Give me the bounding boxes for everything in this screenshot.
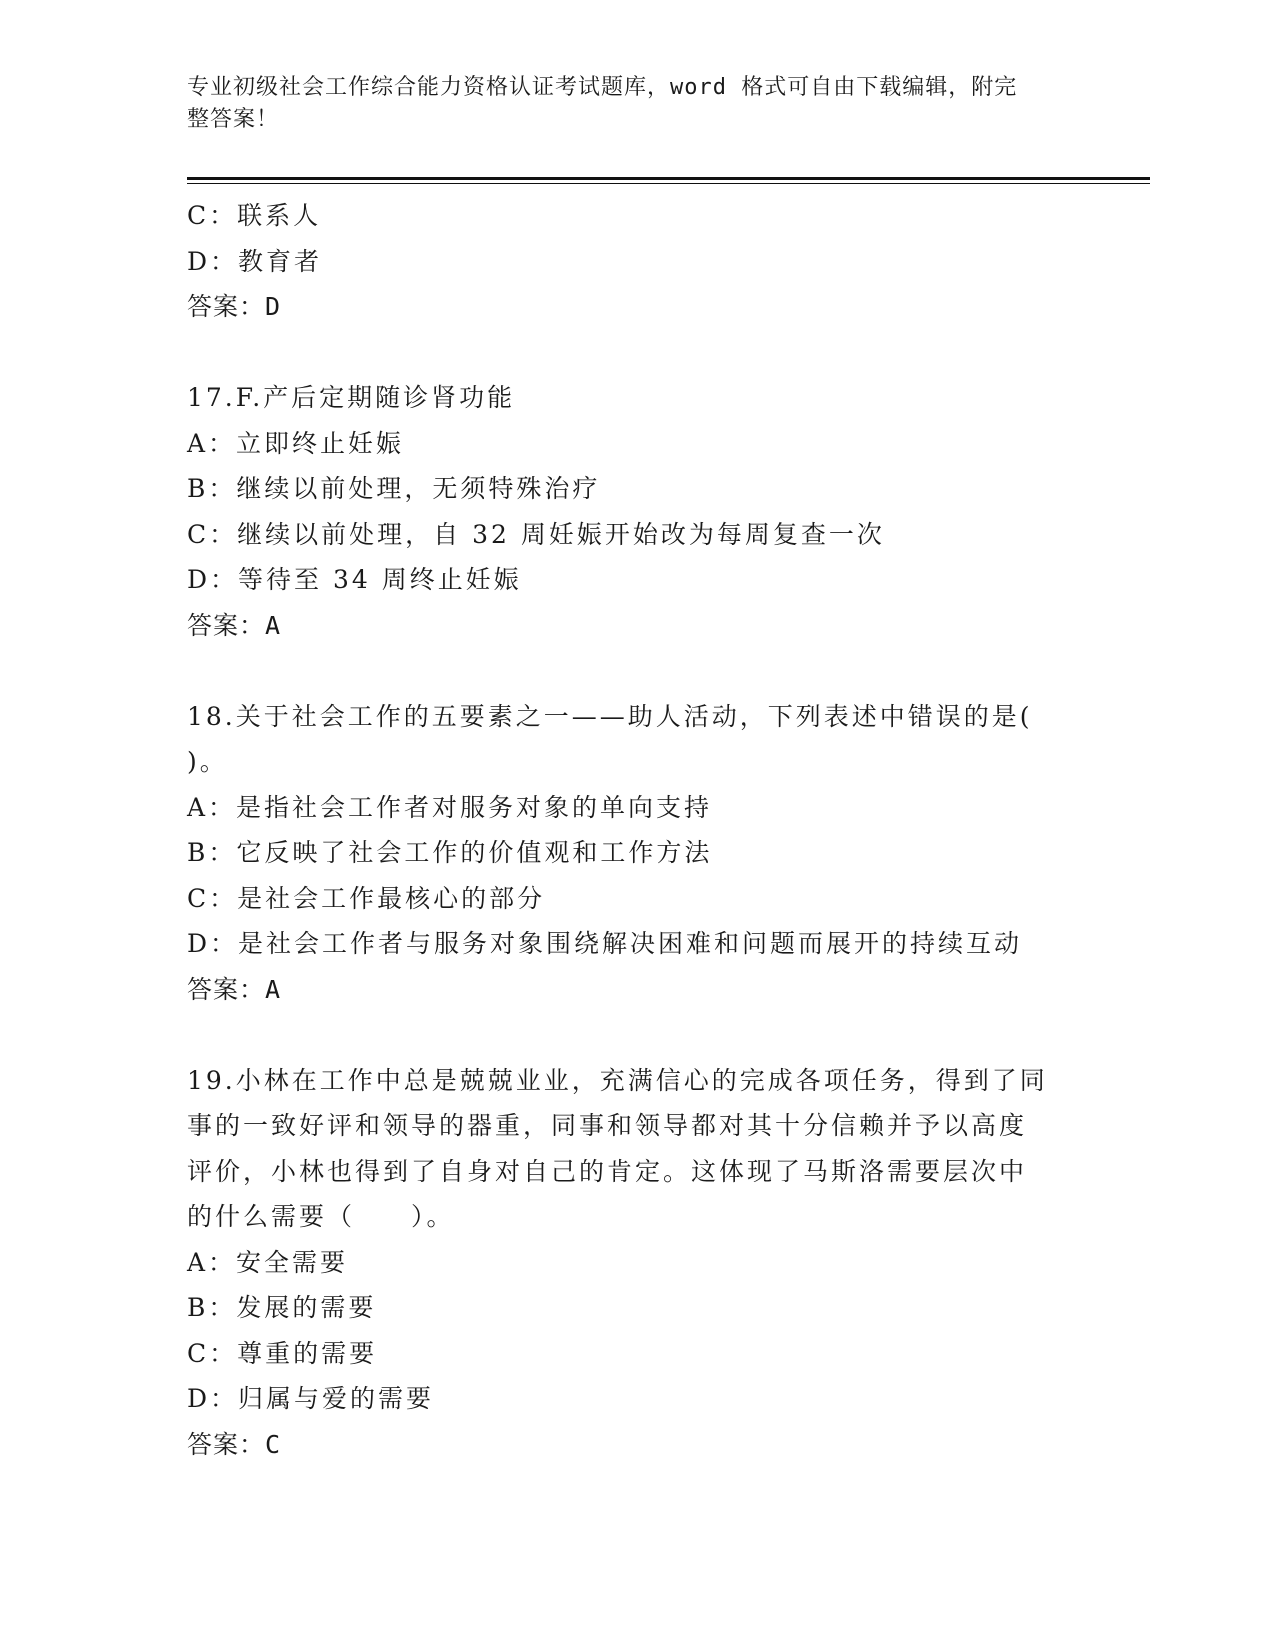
option-a: A：是指社会工作者对服务对象的单向支持 xyxy=(187,792,713,822)
question-block-18 xyxy=(187,694,1087,1013)
option-c: C：是社会工作最核心的部分 xyxy=(187,883,546,913)
answer: 答案：A xyxy=(187,974,282,1004)
header-rule-thin xyxy=(187,183,1150,184)
block-spacer xyxy=(187,648,1087,694)
answer: 答案：C xyxy=(187,1429,282,1459)
option-d: D：是社会工作者与服务对象围绕解决困难和问题而展开的持续互动 xyxy=(187,929,1023,958)
header-line-1: 专业初级社会工作综合能力资格认证考试题库，word 格式可自由下载编辑，附完 xyxy=(187,75,1018,100)
block-spacer xyxy=(187,330,1087,376)
question-text-line-4: 的什么需要（ ）。 xyxy=(187,1202,455,1231)
question-text: 17.F.产后定期随诊肾功能 xyxy=(187,383,516,412)
option-b: B：发展的需要 xyxy=(187,1293,377,1322)
answer: 答案：A xyxy=(187,610,282,640)
header-rule-thick xyxy=(187,177,1150,180)
option-d: D：等待至 34 周终止妊娠 xyxy=(187,565,522,594)
option-d: D：教育者 xyxy=(187,246,323,276)
header-line-2: 整答案！ xyxy=(187,107,280,132)
question-text-line-2: )。 xyxy=(187,747,228,776)
block-spacer xyxy=(187,1012,1087,1058)
option-b: B：它反映了社会工作的价值观和工作方法 xyxy=(187,838,713,867)
option-a: A：立即终止妊娠 xyxy=(187,428,405,458)
option-c: C：联系人 xyxy=(187,201,322,230)
question-text-line-2: 事的一致好评和领导的器重，同事和领导都对其十分信赖并予以高度 xyxy=(187,1111,1028,1140)
option-a: A：安全需要 xyxy=(187,1247,349,1277)
question-block-16 xyxy=(187,193,1087,330)
option-d: D：归属与爱的需要 xyxy=(187,1384,435,1413)
question-content xyxy=(187,193,1087,1467)
option-b: B：继续以前处理，无须特殊治疗 xyxy=(187,474,601,503)
question-text-line-3: 评价，小林也得到了自身对自己的肯定。这体现了马斯洛需要层次中 xyxy=(187,1156,1028,1186)
document-header xyxy=(187,72,1067,136)
option-c: C：继续以前处理，自 32 周妊娠开始改为每周复查一次 xyxy=(187,519,885,549)
question-block-17 xyxy=(187,375,1087,648)
question-block-19 xyxy=(187,1058,1087,1468)
question-text-line-1: 19.小林在工作中总是兢兢业业，充满信心的完成各项任务，得到了同 xyxy=(187,1065,1048,1095)
question-text-line-1: 18.关于社会工作的五要素之一——助人活动，下列表述中错误的是( xyxy=(187,701,1033,731)
answer: 答案：D xyxy=(187,292,282,321)
option-c: C：尊重的需要 xyxy=(187,1338,378,1368)
